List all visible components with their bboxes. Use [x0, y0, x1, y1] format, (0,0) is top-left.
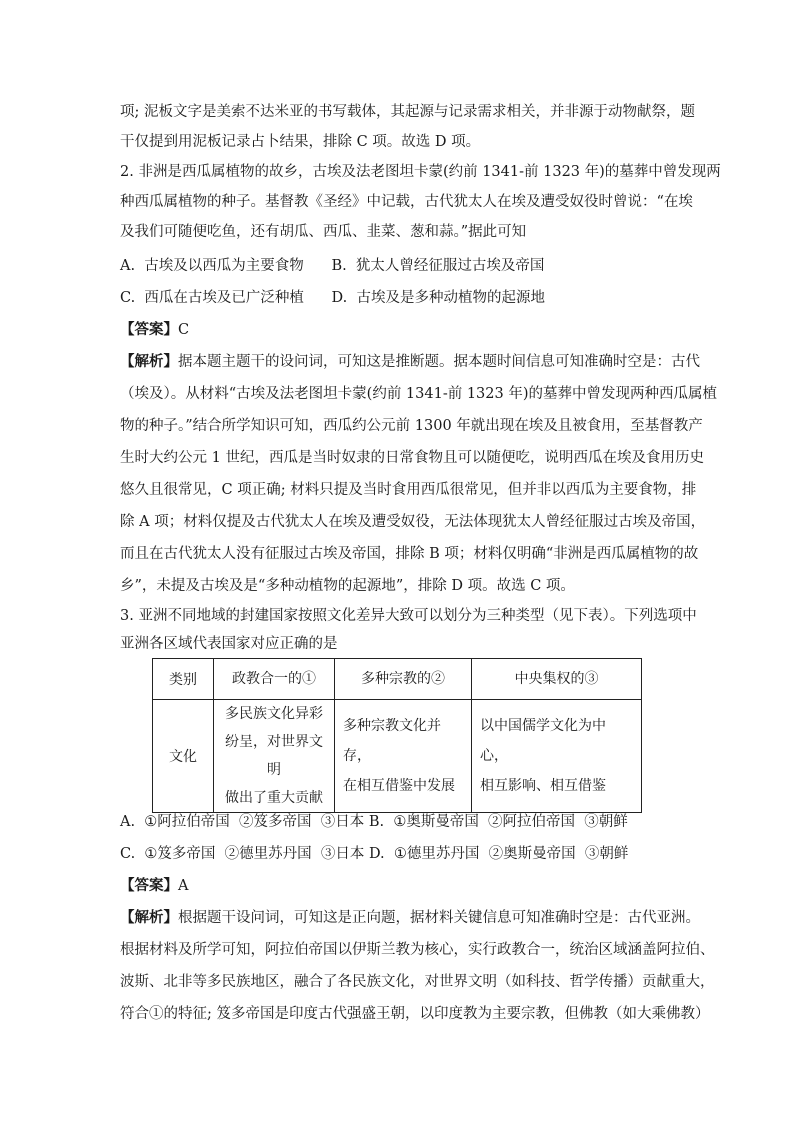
question-2-stem: 及我们可随便吃鱼，还有胡瓜、西瓜、韭菜、葱和蒜。”据此可知	[120, 224, 527, 240]
question-2-options: A. 古埃及以西瓜为主要食物 B. 犹太人曾经征服过古埃及帝国	[120, 258, 545, 274]
table-header-row	[153, 659, 642, 700]
question-3-options: C. ①笈多帝国 ②德里苏丹国 ③日本 D. ①德里苏丹国 ②奥斯曼帝国 ③朝鲜	[120, 846, 629, 862]
analysis-line: 除 A 项；材料仅提及古代犹太人在埃及遭受奴役，无法体现犹太人曾经征服过古埃及帝国，	[120, 514, 706, 530]
answer-value: C	[178, 322, 190, 338]
question-2-options: C. 西瓜在古埃及已广泛种植 D. 古埃及是多种动植物的起源地	[120, 290, 545, 306]
analysis-line: 生时大约公元 1 世纪，西瓜是当时奴隶的日常食物且可以随便吃，说明西瓜在埃及食用历史	[120, 450, 704, 466]
analysis-line: 而且在古代犹太人没有征服过古埃及帝国，排除 B 项；材料仅明确“非洲是西瓜属植物的故	[120, 546, 699, 562]
analysis-line: 符合①的特征; 笈多帝国是印度古代强盛王朝，以印度教为主要宗教，但佛教（如大乘佛教）	[120, 1006, 710, 1022]
analysis-line: （埃及）。从材料“古埃及法老图坦卡蒙(约前 1341-前 1323 年)的墓葬中曾发现两种西瓜属植	[120, 386, 718, 402]
analysis-line: 物的种子。”结合所学知识可知，西瓜约公元前 1300 年就出现在埃及且被食用，至基督教产	[120, 418, 703, 434]
question-3-options: A. ①阿拉伯帝国 ②笈多帝国 ③日本 B. ①奥斯曼帝国 ②阿拉伯帝国 ③朝鲜	[120, 814, 628, 830]
question-3-stem: 亚洲各区域代表国家对应正确的是	[120, 636, 338, 652]
question-3-analysis: 【解析】根据题干设问词，可知这是正向题，据材料关键信息可知准确时空是：古代亚洲。	[120, 909, 700, 926]
answer-value: A	[178, 878, 189, 894]
question-2-analysis: 【解析】据本题主题干的设问词，可知这是推断题。据本题时间信息可知准确时空是：古代	[120, 353, 700, 370]
question-3-answer	[120, 876, 680, 896]
table-cell: 多种宗教文化并存， 在相互借鉴中发展	[335, 700, 472, 813]
analysis-line: 乡”，未提及古埃及是“多种动植物的起源地”，排除 D 项。故选 C 项。	[120, 578, 575, 594]
text-line: 干仅提到用泥板记录占卜结果，排除 C 项。故选 D 项。	[120, 134, 481, 150]
text-line: 项; 泥板文字是美索不达米亚的书写载体，其起源与记录需求相关，并非源于动物献祭，题	[120, 104, 695, 120]
culture-table	[152, 658, 642, 813]
table-header-cell: 政教合一的①	[214, 659, 335, 700]
table-header-cell: 类别	[153, 659, 214, 700]
analysis-line: 悠久且很常见，C 项正确; 材料只提及当时食用西瓜很常见，但并非以西瓜为主要食物，排	[120, 482, 697, 498]
question-3-stem: 3. 亚洲不同地域的封建国家按照文化差异大致可以划分为三种类型（见下表）。下列选项中	[120, 608, 697, 624]
table-cell: 以中国儒学文化为中心， 相互影响、相互借鉴	[472, 700, 642, 813]
analysis-label: 【解析】	[120, 353, 178, 370]
table-row	[153, 700, 642, 813]
analysis-label: 【解析】	[120, 909, 178, 926]
analysis-line: 波斯、北非等多民族地区，融合了各民族文化，对世界文明（如科技、哲学传播）贡献重大，	[120, 974, 715, 990]
answer-label: 【答案】	[120, 877, 178, 894]
table-cell: 多民族文化异彩 纷呈，对世界文明 做出了重大贡献	[214, 700, 335, 813]
answer-label: 【答案】	[120, 321, 178, 338]
question-2-stem: 2. 非洲是西瓜属植物的故乡，古埃及法老图坦卡蒙(约前 1341-前 1323 年)的墓葬中曾发现两	[120, 164, 721, 180]
question-2-stem: 种西瓜属植物的种子。基督教《圣经》中记载，古代犹太人在埃及遭受奴役时曾说：“在埃	[120, 194, 693, 210]
table-row-label: 文化	[153, 700, 214, 813]
analysis-line: 根据材料及所学可知，阿拉伯帝国以伊斯兰教为核心，实行政教合一，统治区域涵盖阿拉伯、	[120, 942, 715, 958]
table-header-cell: 多种宗教的②	[335, 659, 472, 700]
question-2-answer	[120, 320, 680, 340]
table-header-cell: 中央集权的③	[472, 659, 642, 700]
